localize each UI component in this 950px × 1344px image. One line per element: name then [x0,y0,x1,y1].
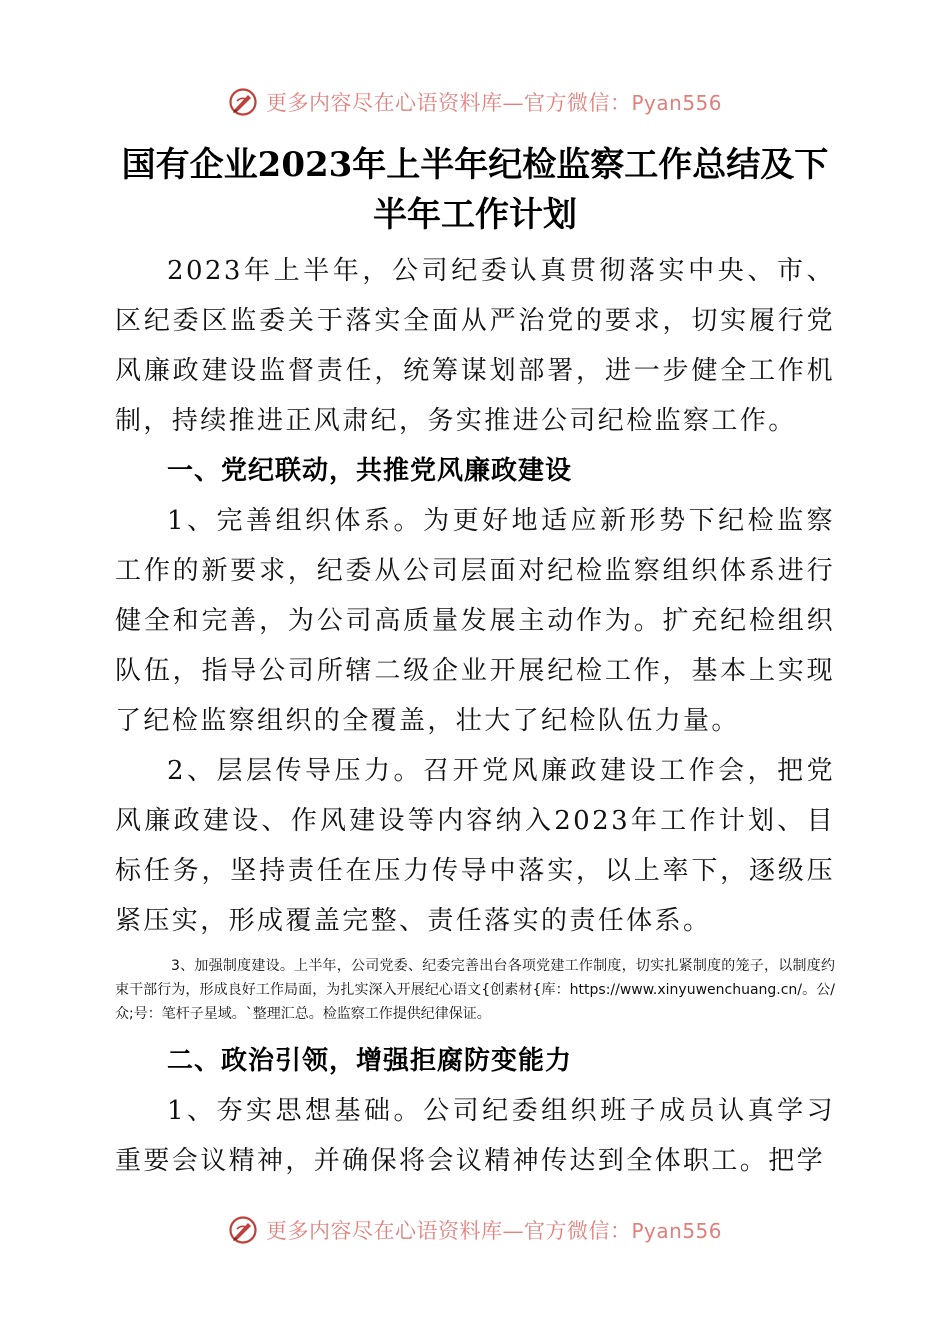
banner-text-cn: 更多内容尽在心语资料库—官方微信： [265,1219,632,1243]
pen-circle-logo-icon [228,87,258,117]
banner-content [228,87,722,117]
banner-text-en: Pyan556 [631,91,722,115]
intro-paragraph: 2023年上半年，公司纪委认真贯彻落实中央、市、区纪委区监委关于落实全面从严治党的要求，切实履行党风廉政建设监督责任，统筹谋划部署，进一步健全工作机制，持续推进正风肃纪，务实推进公司纪检监察工作。 [115,256,835,436]
banner-text-en: Pyan556 [631,1219,722,1243]
header-banner [0,82,950,122]
page-title: 国有企业2023年上半年纪检监察工作总结及下半年工作计划 [121,145,829,235]
banner-text-cn: 更多内容尽在心语资料库—官方微信： [265,91,632,115]
section-1-item-3: 3、加强制度建设。上半年，公司党委、纪委完善出台各项党建工作制度，切实扎紧制度的笼子，以制度约束干部行为，形成良好工作局面，为扎实深入开展纪心语文{创素材{库：https://www.xinyuwenchuang.cn/。公/众;号：笔杆子星域。`整理汇总。检监察工作提供纪律保证。 [115,958,835,1022]
section-2-item-1: 1、夯实思想基础。公司纪委组织班子成员认真学习重要会议精神，并确保将会议精神传达到全体职工。把学 [115,1096,835,1176]
section-1-item-1: 1、完善组织体系。为更好地适应新形势下纪检监察工作的新要求，纪委从公司层面对纪检监察组织体系进行健全和完善，为公司高质量发展主动作为。扩充纪检组织队伍，指导公司所辖二级企业开展纪检工作，基本上实现了纪检监察组织的全覆盖，壮大了纪检队伍力量。 [115,506,835,736]
section-2-heading: 二、政治引领，增强拒腐防变能力 [167,1046,573,1076]
section-1-item-2: 2、层层传导压力。召开党风廉政建设工作会，把党风廉政建设、作风建设等内容纳入2023年工作计划、目标任务，坚持责任在压力传导中落实，以上率下，逐级压紧压实，形成覆盖完整、责任落实的责任体系。 [115,756,835,936]
banner-content [228,1215,722,1245]
section-1-heading: 一、党纪联动，共推党风廉政建设 [167,456,573,486]
footer-banner [0,1210,950,1250]
pen-circle-logo-icon [228,1215,258,1245]
banner-text [266,87,722,117]
document-body [115,246,835,1186]
banner-text [266,1215,722,1245]
